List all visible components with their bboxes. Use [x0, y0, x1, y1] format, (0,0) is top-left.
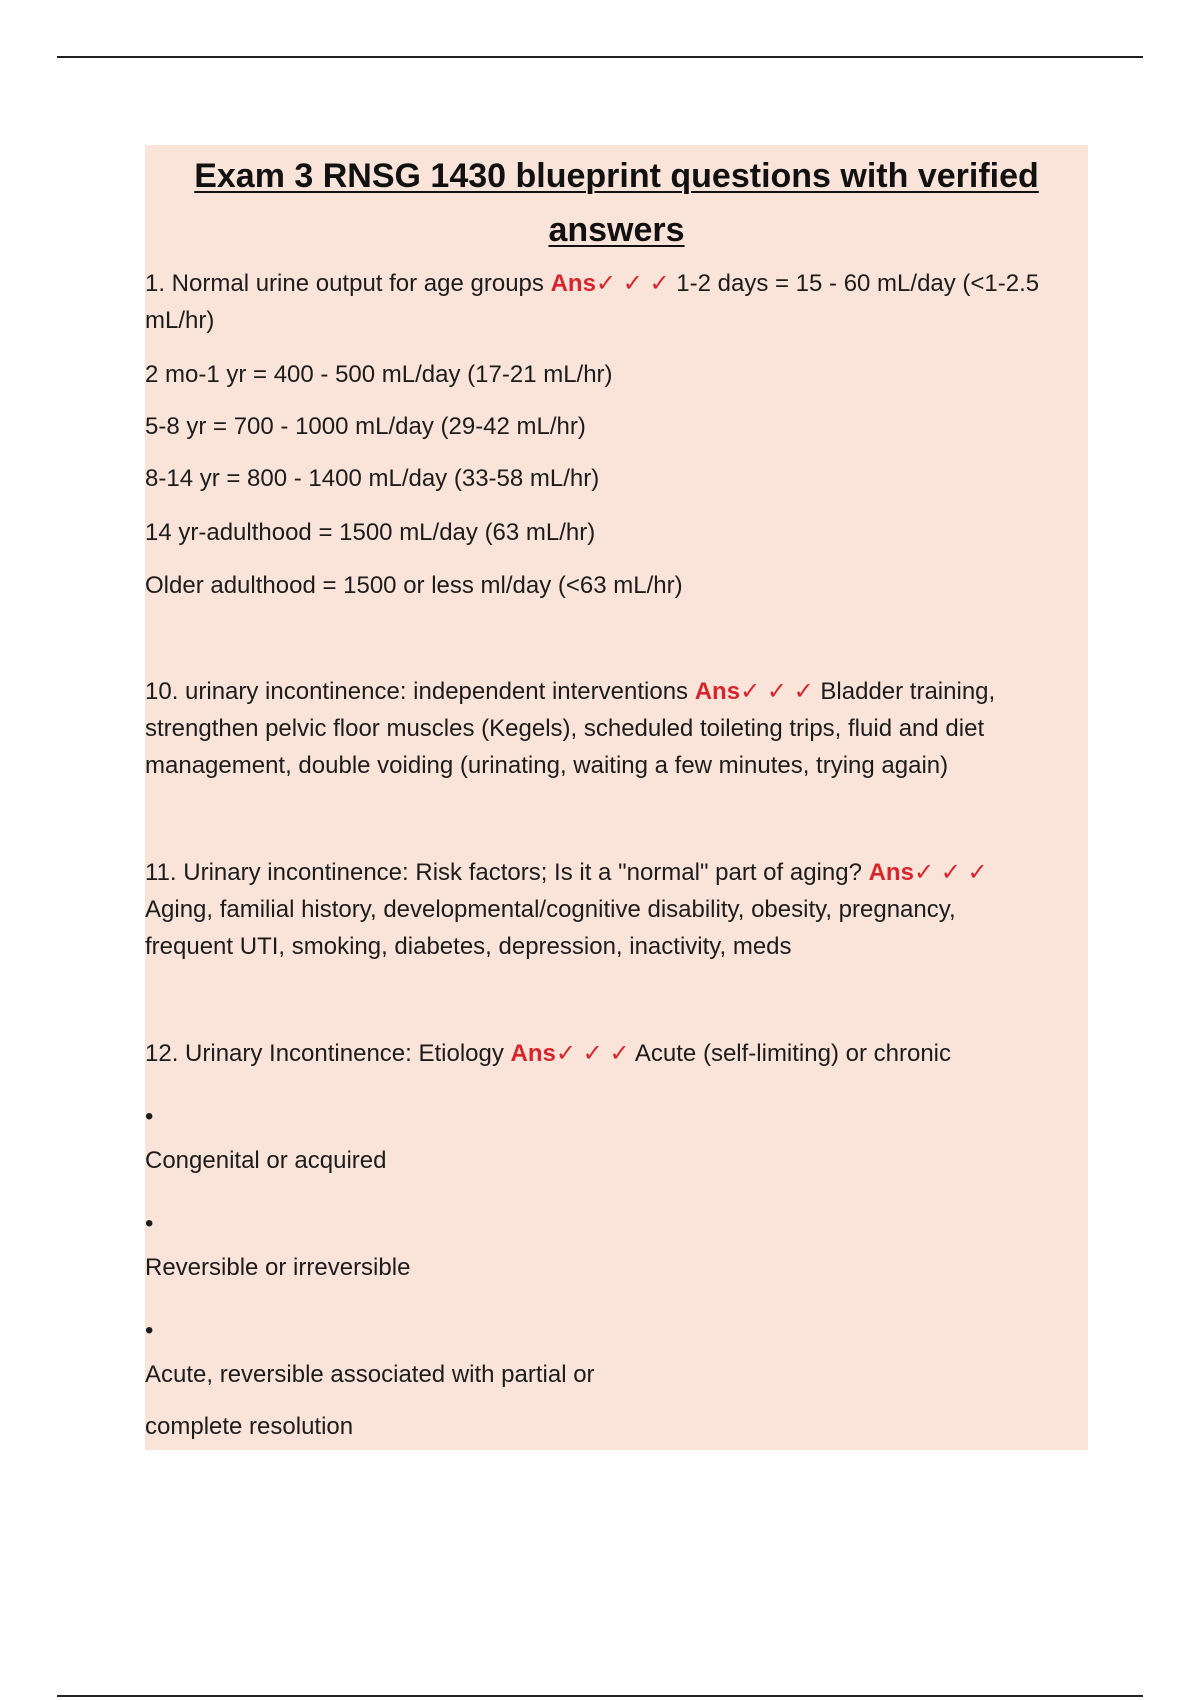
check-marks-icon: ✓ ✓ ✓ [740, 678, 814, 705]
question-12-continuation: complete resolution [145, 1413, 354, 1440]
question-1-detail: 8-14 yr = 800 - 1400 mL/day (33-58 mL/hr) [145, 465, 600, 492]
question-1-prompt: 1. Normal urine output for age groups [145, 270, 544, 297]
answer-marker: Ans [868, 859, 914, 886]
question-10-prompt: 10. urinary incontinence: independent interventions [145, 678, 689, 705]
question-12-bullet-item: Reversible or irreversible [145, 1254, 411, 1281]
question-12-answer: Acute (self-limiting) or chronic [634, 1040, 951, 1067]
document-title: Exam 3 RNSG 1430 blueprint questions with verified answers [194, 157, 1039, 249]
document-panel [145, 145, 1088, 1450]
header-rule [57, 56, 1143, 58]
question-11-prompt: 11. Urinary incontinence: Risk factors; Is it a "normal" part of aging? [145, 859, 862, 886]
question-1-detail: 5-8 yr = 700 - 1000 mL/day (29-42 mL/hr) [145, 413, 586, 440]
answer-marker: Ans [550, 270, 596, 297]
question-1-detail: 2 mo-1 yr = 400 - 500 mL/day (17-21 mL/hr) [145, 361, 613, 388]
answer-marker: Ans [694, 678, 741, 705]
question-11-answer: Aging, familial history, developmental/cognitive disability, obesity, pregnancy, frequent UTI, smoking, diabetes, depression, inactivity, meds [145, 896, 956, 960]
question-12-prompt: 12. Urinary Incontinence: Etiology [145, 1040, 504, 1067]
bullet-icon: • [145, 1317, 154, 1344]
check-marks-icon: ✓ ✓ ✓ [913, 859, 988, 886]
check-marks-icon: ✓ ✓ ✓ [595, 270, 670, 297]
question-12-bullet-item: Acute, reversible associated with partial or [145, 1361, 595, 1388]
question-1 [145, 265, 1045, 339]
question-10 [145, 673, 1080, 784]
question-12 [145, 1036, 951, 1072]
bullet-icon: • [145, 1210, 154, 1237]
question-11 [145, 854, 1050, 965]
question-1-answer: 1-2 days = 15 - 60 mL/day (<1-2.5 mL/hr) [145, 270, 1040, 334]
check-marks-icon: ✓ ✓ ✓ [555, 1040, 630, 1067]
question-10-answer: Bladder training, strengthen pelvic floor muscles (Kegels), scheduled toileting trips, fluid and diet management, double voiding (urinating, waiting a few minutes, trying again) [145, 678, 996, 779]
footer-rule [57, 1695, 1143, 1697]
bullet-icon: • [145, 1103, 154, 1130]
question-1-detail: Older adulthood = 1500 or less ml/day (<63 mL/hr) [145, 572, 683, 599]
question-12-bullet-item: Congenital or acquired [145, 1147, 387, 1174]
answer-marker: Ans [510, 1040, 556, 1067]
question-1-detail: 14 yr-adulthood = 1500 mL/day (63 mL/hr) [145, 519, 596, 546]
